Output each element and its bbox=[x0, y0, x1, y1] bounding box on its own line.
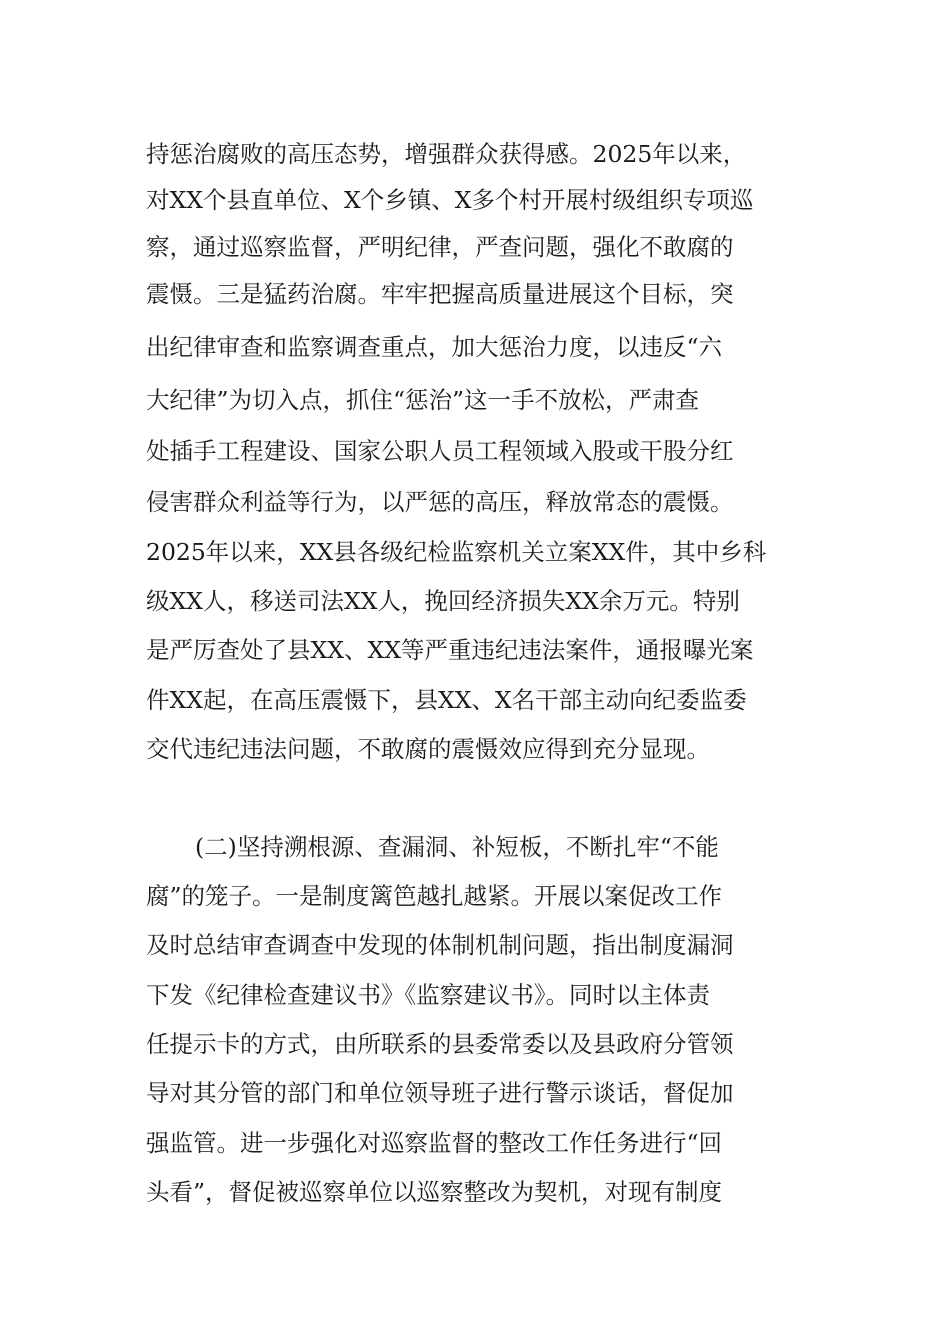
text-line: 察，通过巡察监督，严明纪律，严查问题，强化不敢腐的 bbox=[146, 233, 734, 261]
text-line: 交代违纪违法问题，不敢腐的震慑效应得到充分显现。 bbox=[146, 735, 710, 763]
text-line: 件XX起，在高压震慑下，县XX、X名干部主动向纪委监委 bbox=[146, 686, 747, 714]
text-line: 是严厉查处了县XX、XX等严重违纪违法案件，通报曝光案 bbox=[146, 636, 754, 664]
text-line: 强监管。进一步强化对巡察监督的整改工作任务进行“回 bbox=[146, 1129, 723, 1157]
text-line: 对XX个县直单位、X个乡镇、X多个村开展村级组织专项巡 bbox=[146, 186, 754, 214]
text-line: 腐”的笼子。一是制度篱笆越扎越紧。开展以案促改工作 bbox=[146, 882, 723, 910]
text-line: 震慑。三是猛药治腐。牢牢把握高质量进展这个目标，突 bbox=[146, 280, 734, 308]
text-line: 下发《纪律检查建议书》《监察建议书》。同时以主体责 bbox=[146, 981, 710, 1009]
text-line: 及时总结审查调查中发现的体制机制问题，指出制度漏洞 bbox=[146, 931, 734, 959]
text-line: 任提示卡的方式，由所联系的县委常委以及县政府分管领 bbox=[146, 1030, 734, 1058]
text-line: 头看”，督促被巡察单位以巡察整改为契机，对现有制度 bbox=[146, 1178, 723, 1206]
text-line: (二)坚持溯根源、查漏洞、补短板，不断扎牢“不能 bbox=[195, 833, 719, 861]
text-line: 出纪律审查和监察调查重点，加大惩治力度，以违反“六 bbox=[146, 333, 723, 361]
text-line: 级XX人，移送司法XX人，挽回经济损失XX余万元。特别 bbox=[146, 587, 740, 615]
text-line: 持惩治腐败的高压态势，增强群众获得感。2025年以来， bbox=[146, 140, 747, 168]
text-line: 导对其分管的部门和单位领导班子进行警示谈话，督促加 bbox=[146, 1079, 734, 1107]
text-line: 处插手工程建设、国家公职人员工程领域入股或干股分红 bbox=[146, 437, 734, 465]
text-line: 2025年以来，XX县各级纪检监察机关立案XX件，其中乡科 bbox=[146, 538, 767, 566]
text-line: 侵害群众利益等行为，以严惩的高压，释放常态的震慑。 bbox=[146, 488, 734, 516]
text-line: 大纪律”为切入点，抓住“惩治”这一手不放松，严肃查 bbox=[146, 386, 700, 414]
